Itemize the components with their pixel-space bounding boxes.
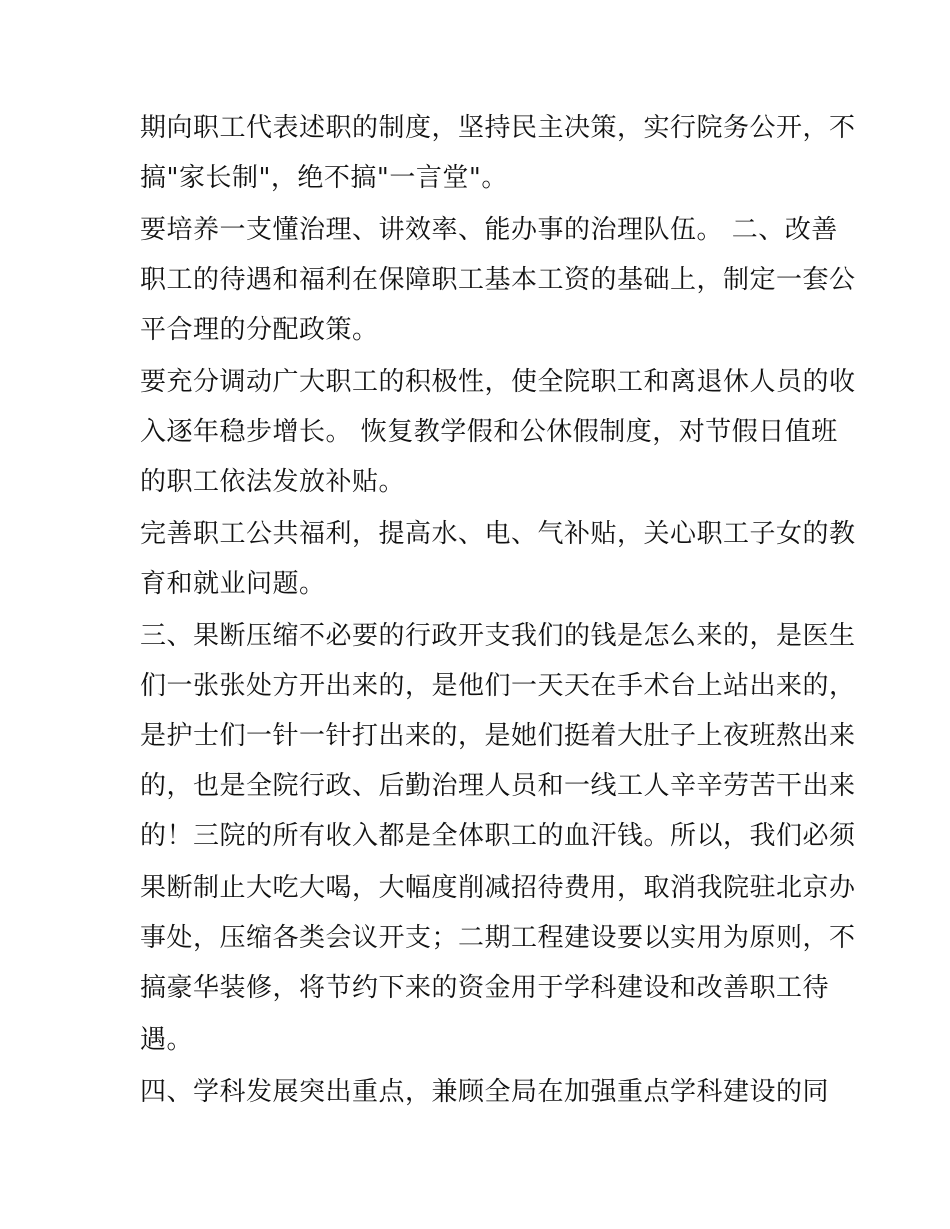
text-line: 们一张张处方开出来的，是他们一天天在手术台上站出来的， [140,671,856,701]
text-line: 平合理的分配政策。 [140,315,379,345]
text-line: 四、学科发展突出重点，兼顾全局在加强重点学科建设的同 [140,1077,830,1107]
text-line: 期向职工代表述职的制度，坚持民主决策，实行院务公开，不 [140,113,856,143]
text-line: 搞"家长制"，绝不搞"一言堂"。 [140,163,508,193]
text-line: 育和就业问题。 [140,569,326,599]
text-line: 的职工依法发放补贴。 [140,467,406,497]
text-line: 的，也是全院行政、后勤治理人员和一线工人辛辛劳苦干出来 [140,771,856,801]
text-line: 入逐年稳步增长。 恢复教学假和公休假制度，对节假日值班 [140,417,838,447]
text-line: 要培养一支懂治理、讲效率、能办事的治理队伍。 二、改善 [140,215,838,245]
text-line: 完善职工公共福利，提高水、电、气补贴，关心职工子女的教 [140,519,856,549]
text-line: 要充分调动广大职工的积极性，使全院职工和离退休人员的收 [140,367,856,397]
text-line: 三、果断压缩不必要的行政开支我们的钱是怎么来的，是医生 [140,621,856,651]
text-line: 事处，压缩各类会议开支；二期工程建设要以实用为原则，不 [140,923,856,953]
text-line: 遇。 [140,1025,194,1055]
text-line: 的！三院的所有收入都是全体职工的血汗钱。所以，我们必须 [140,821,856,851]
text-line: 职工的待遇和福利在保障职工基本工资的基础上，制定一套公 [140,265,856,295]
text-line: 搞豪华装修，将节约下来的资金用于学科建设和改善职工待 [140,973,830,1003]
text-line: 果断制止大吃大喝，大幅度削减招待费用，取消我院驻北京办 [140,873,856,903]
text-line: 是护士们一针一针打出来的，是她们挺着大肚子上夜班熬出来 [140,721,856,751]
